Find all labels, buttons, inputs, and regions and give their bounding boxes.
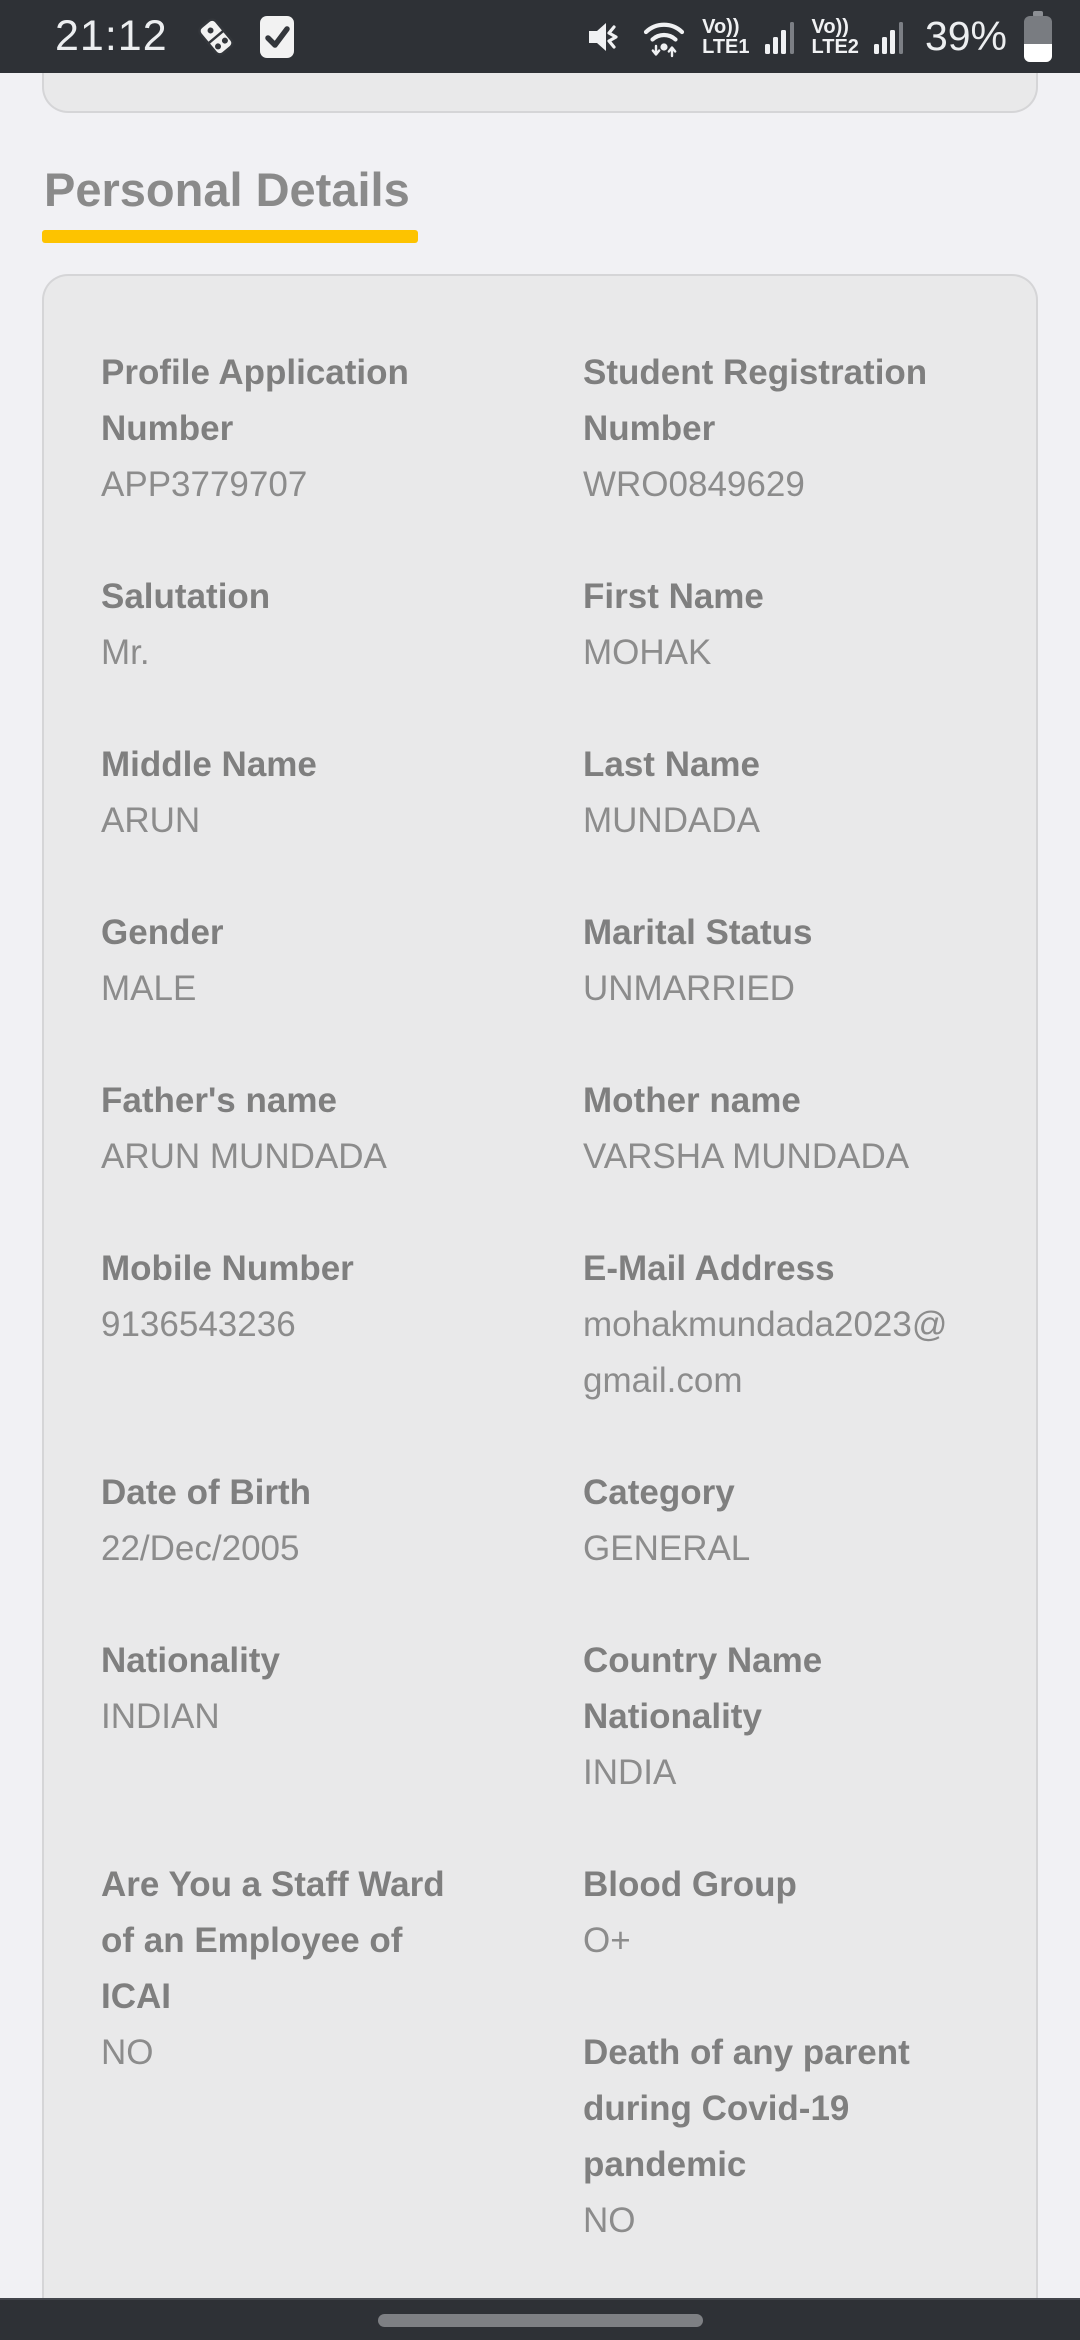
field	[583, 1241, 951, 1409]
field-label: Student Registration Number	[583, 353, 928, 448]
field-label: Blood Group	[583, 1865, 797, 1904]
field-value: GENERAL	[583, 1529, 751, 1568]
details-cell-left	[101, 1633, 469, 1801]
sim1-volte-text: Vo))	[702, 15, 740, 38]
status-time: 21:12	[55, 12, 168, 60]
details-grid	[101, 345, 1016, 2249]
field-value: APP3779707	[101, 465, 308, 504]
field	[101, 569, 469, 681]
field	[583, 1633, 951, 1801]
field-label: Middle Name	[101, 745, 317, 784]
field-value: mohakmundada2023@gmail.com	[583, 1305, 948, 1400]
battery-percent: 39%	[924, 13, 1007, 59]
details-cell-right	[583, 1465, 951, 1577]
details-cell-right	[583, 345, 951, 513]
field-value: MALE	[101, 969, 197, 1008]
field	[583, 345, 951, 513]
details-cell-right	[583, 1857, 951, 2249]
details-row	[101, 737, 1016, 849]
field-value: NO	[583, 2201, 636, 2240]
details-cell-left	[101, 905, 469, 1017]
field-label: Country Name Nationality	[583, 1641, 823, 1736]
field-label: First Name	[583, 577, 764, 616]
field-label: Last Name	[583, 745, 761, 784]
field	[583, 1465, 951, 1577]
field	[583, 569, 951, 681]
field	[101, 1073, 469, 1185]
details-cell-left	[101, 569, 469, 681]
details-row	[101, 1857, 1016, 2249]
field	[101, 1241, 469, 1353]
field-label: Date of Birth	[101, 1473, 311, 1512]
field-value: INDIAN	[101, 1697, 220, 1736]
field-value: ARUN MUNDADA	[101, 1137, 387, 1176]
field-value: WRO0849629	[583, 465, 805, 504]
task-checkbox-icon	[258, 14, 296, 60]
field	[583, 1073, 951, 1185]
system-navigation-bar	[0, 2298, 1080, 2340]
details-row	[101, 1241, 1016, 1409]
field-value: VARSHA MUNDADA	[583, 1137, 910, 1176]
field-label: Nationality	[101, 1641, 280, 1680]
field-value: O+	[583, 1921, 631, 1960]
field	[101, 1633, 469, 1745]
details-cell-left	[101, 1857, 469, 2249]
field-label: Salutation	[101, 577, 271, 616]
field	[101, 1857, 469, 2081]
field-value: 9136543236	[101, 1305, 296, 1344]
home-indicator-pill[interactable]	[378, 2314, 703, 2327]
status-bar	[0, 0, 1080, 73]
details-cell-right	[583, 1633, 951, 1801]
mute-icon	[586, 18, 626, 56]
field-label: Gender	[101, 913, 224, 952]
field	[583, 737, 951, 849]
details-cell-right	[583, 569, 951, 681]
details-cell-right	[583, 737, 951, 849]
details-cell-right	[583, 905, 951, 1017]
details-cell-left	[101, 737, 469, 849]
field-value: INDIA	[583, 1753, 677, 1792]
sim1-signal-icon	[765, 18, 797, 56]
field-label: E-Mail Address	[583, 1249, 835, 1288]
field-value: NO	[101, 2033, 154, 2072]
details-cell-right	[583, 1073, 951, 1185]
sim1-lte-text: LTE1	[702, 35, 750, 58]
wifi-icon	[641, 16, 687, 58]
details-cell-left	[101, 1241, 469, 1409]
sim1-network-label	[702, 17, 749, 57]
battery-icon	[1022, 11, 1054, 63]
field-value: Mr.	[101, 633, 150, 672]
sim2-network-label	[812, 17, 859, 57]
previous-card-remnant	[42, 73, 1038, 113]
sim2-volte-text: Vo))	[811, 15, 849, 38]
details-cell-left	[101, 345, 469, 513]
details-cell-left	[101, 1073, 469, 1185]
field-label: Category	[583, 1473, 735, 1512]
sim2-signal-icon	[874, 18, 906, 56]
page-title: Personal Details	[44, 163, 410, 216]
field-label: Are You a Staff Ward of an Employee of ICAI	[101, 1865, 445, 2016]
status-right-cluster	[586, 11, 1054, 63]
field-label: Father's name	[101, 1081, 337, 1120]
field-label: Marital Status	[583, 913, 813, 952]
details-row	[101, 1073, 1016, 1185]
personal-details-card	[42, 274, 1038, 2298]
field-value: 22/Dec/2005	[101, 1529, 300, 1568]
title-underline	[42, 230, 418, 243]
field	[101, 905, 469, 1017]
field	[101, 737, 469, 849]
field-label: Mother name	[583, 1081, 801, 1120]
field	[583, 905, 951, 1017]
details-cell-right	[583, 1241, 951, 1409]
field-label: Death of any parent during Covid-19 pandemic	[583, 2033, 910, 2184]
field	[583, 1857, 951, 1969]
field-label: Profile Application Number	[101, 353, 409, 448]
details-row	[101, 1633, 1016, 1801]
field	[583, 2025, 951, 2249]
field-value: MUNDADA	[583, 801, 760, 840]
details-row	[101, 345, 1016, 513]
sim2-lte-text: LTE2	[811, 35, 859, 58]
field	[101, 1465, 469, 1577]
details-row	[101, 905, 1016, 1017]
field	[101, 345, 469, 513]
field-value: MOHAK	[583, 633, 712, 672]
field-value: ARUN	[101, 801, 201, 840]
details-row	[101, 569, 1016, 681]
dominos-app-icon	[194, 14, 238, 60]
field-label: Mobile Number	[101, 1249, 354, 1288]
details-row	[101, 1465, 1016, 1577]
field-value: UNMARRIED	[583, 969, 795, 1008]
details-cell-left	[101, 1465, 469, 1577]
